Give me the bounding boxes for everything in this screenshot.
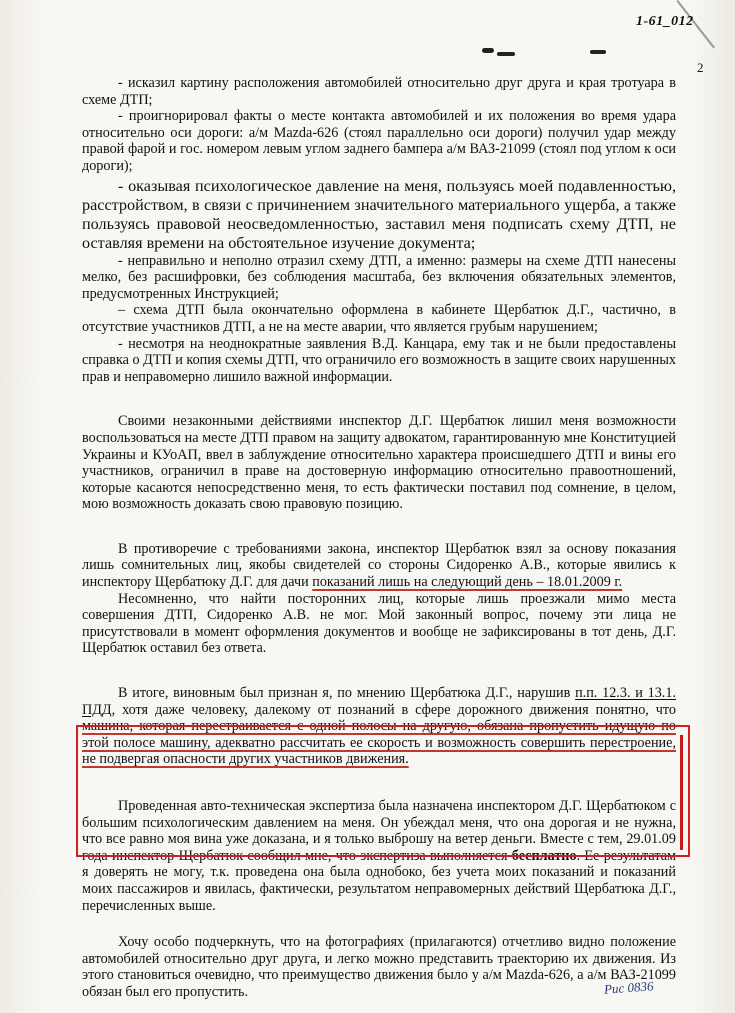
handwritten-stamp: Рис 0836 <box>603 978 654 997</box>
paragraph: - проигнорировал факты о месте контакта автомобилей и их положения во время удара относительно оси дороги: а/м Mazda-626 (стоял параллельно оси дороги) получил удар между правой фарой и гос. номером левым углом заднего бампера а/м ВАЗ-21099 (стоял под углом к оси дороги); <box>82 108 676 174</box>
paragraph: - несмотря на неоднократные заявления В.Д. Канцара, ему так и не были предоставлены справка о ДТП и копия схемы ДТП, что ограничило его возможность в защите своих нарушенных прав и неправомерно лишило важной информации. <box>82 335 676 385</box>
paragraph-text: В итоге, виновным был признан я, по мнению Щербатюка Д.Г., нарушив <box>118 685 576 702</box>
paragraph-text: Проведенная авто-техническая экспертиза была назначена инспектором Д.Г. Щербатюком с большим психологическим давлением на меня. Он убеждал меня, что она дорогая и не нужна, что все равно моя вина уже доказана, и я только выброшу на ветер деньги. Вместе с тем, 29.01.09 года инспектор Щербатюк сообщил мне, что экспертиза выполняется <box>82 798 676 864</box>
paragraph: – схема ДТП была окончательно оформлена в кабинете Щербатюк Д.Г., частично, в отсутствие участников ДТП, а не на месте аварии, что является грубым нарушением; <box>82 302 676 335</box>
paragraph: - оказывая психологическое давление на меня, пользуясь моей подавленностью, расстройством, в связи с причинением значительного материального ущерба, а также пользуясь правовой неосведомленностью, заставил меня подписать схему ДТП, не оставляя времени на обстоятельное изучение документа; <box>82 176 676 252</box>
scan-smudge <box>497 52 515 56</box>
scan-smudge <box>482 48 494 53</box>
paragraph <box>82 541 676 591</box>
highlight-box <box>76 725 690 857</box>
paragraph-text: . Ее результатам я доверять не могу, т.к. проведена она была однобоко, без учета моих показаний и показаний моих пассажиров и явилась, фактически, результатом неправомерных действий Щербатюка Д.Г., перечисленных выше. <box>82 847 676 914</box>
paragraph: Несомненно, что найти посторонних лиц, которые лишь проезжали мимо места совершения ДТП, Сидоренко А.В. не мог. Мой законный вопрос, почему эти лица не присутствовали в момент оформления документов и вообще не зафиксированы в тот день, Д.Г. Щербатюк оставил без ответа. <box>82 590 676 657</box>
document-body <box>82 75 676 1001</box>
document-id: 1-61_012 <box>636 14 694 29</box>
underlined-text: п.п. 12.3. и 13.1. ПДД <box>82 685 676 718</box>
page-number: 2 <box>697 60 704 75</box>
paragraph-text: В противоречие с требованиями закона, инспектор Щербатюк взял за основу показания лишь сомнительных лиц, якобы свидетелей со стороны Сидоренко А.В., которые явились к инспектору Щербатюку Д.Г. для дачи <box>82 540 676 591</box>
highlight-margin-bar <box>680 735 683 850</box>
highlighted-text: показаний лишь на следующий день – 18.01.2009 г. <box>312 574 623 591</box>
highlighted-text: машина, которая перестраивается с одной полосы на другую, обязана пропустить идущую по этой полосе машину, адекватно рассчитать ее скорость и возможность совершить перестроение, не подвергая опасности других участников движения. <box>82 718 676 768</box>
scan-smudge <box>590 50 606 54</box>
bold-text: бесплатно <box>511 847 577 864</box>
paragraph-text: , хотя даже человеку, далекому от познаний в сфере дорожного движения понятно, что <box>111 701 676 718</box>
paragraph: - исказил картину расположения автомобилей относительно друг друга и края тротуара в схеме ДТП; <box>82 75 676 108</box>
paragraph: - неправильно и неполно отразил схему ДТП, а именно: размеры на схеме ДТП нанесены мелко, без расшифровки, без соблюдения масштаба, без включения обязательных элементов, предусмотренных Инструкцией; <box>82 252 676 302</box>
paragraph: Своими незаконными действиями инспектор Д.Г. Щербатюк лишил меня возможности воспользоваться на месте ДТП правом на защиту адвокатом, гарантированную мне Конституцией Украины и КУоАП, ввел в заблуждение относительно характера происшедшего ДТП и вины его участников, ограничил в праве на достоверную информацию относительно правоотношений, которые касаются непосредственно меня, то есть фактически поставил под сомнение, в целом, мою возможность доказать свою правовую позицию. <box>82 413 676 513</box>
paragraph: Хочу особо подчеркнуть, что на фотографиях (прилагаются) отчетливо видно положение автомобилей относительно друг друга, и легко можно представить траекторию их движения. Из этого становиться очевидно, что преимущество движения было у а/м Mazda-626, а а/м ВАЗ-21099 обязан был его пропустить. <box>82 934 676 1000</box>
